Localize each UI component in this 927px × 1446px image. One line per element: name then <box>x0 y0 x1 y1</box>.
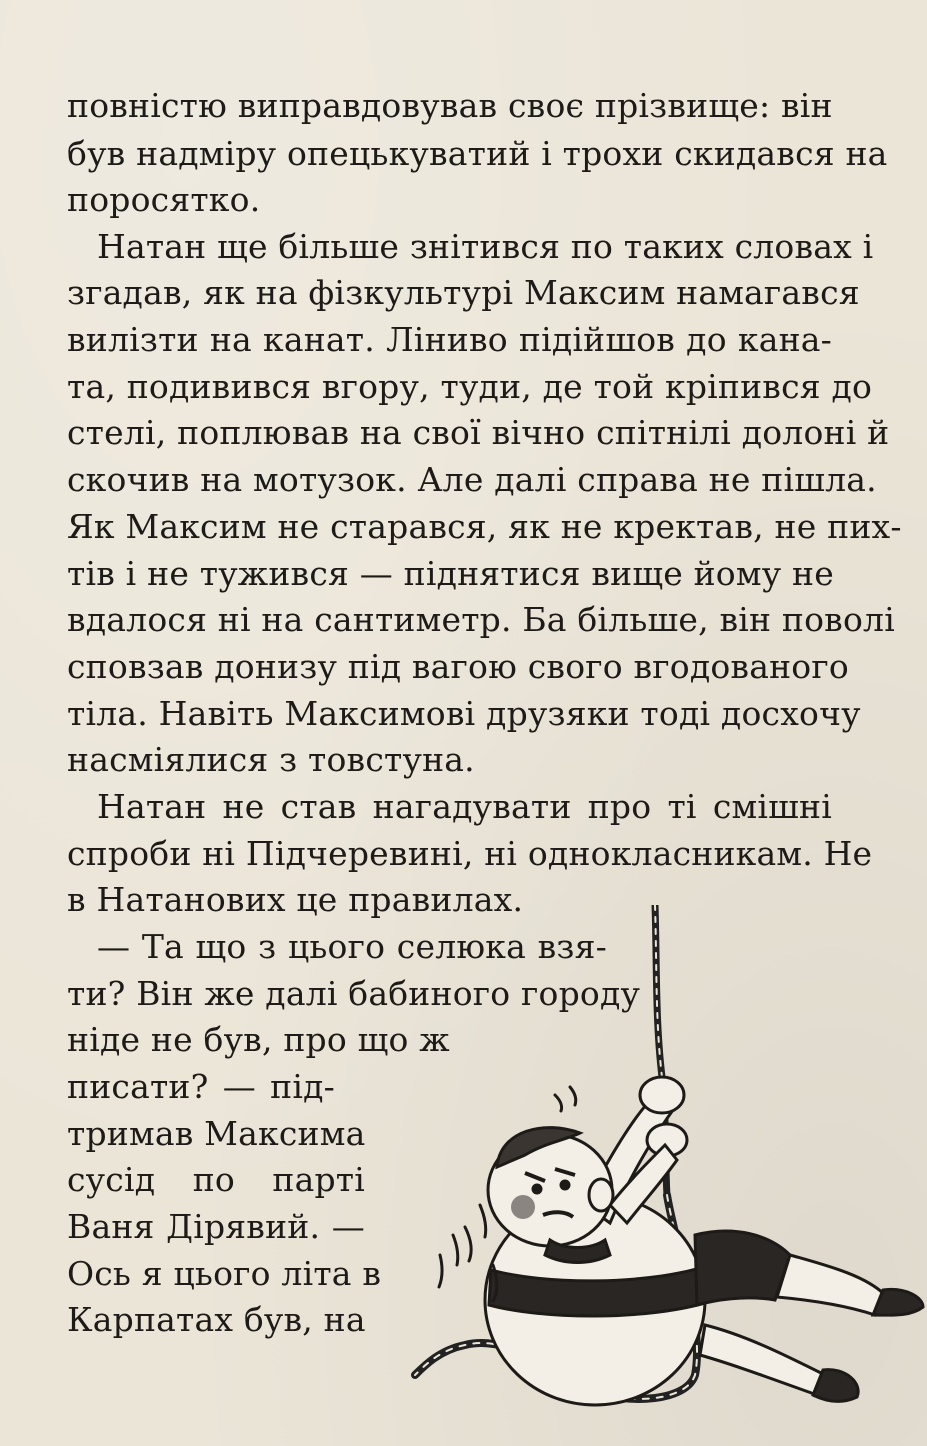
text-line: тів і не тужився — піднятися вище йому не <box>67 554 834 593</box>
text-line: вдалося ні на сантиметр. Ба більше, він поволі <box>67 600 895 639</box>
text-line: тіла. Навіть Максимові друзяки тоді досхочу <box>67 694 861 733</box>
text-line: Натан не став нагадувати про ті смішні <box>97 787 832 826</box>
boy-figure <box>485 1077 923 1405</box>
text-line: спроби ні Підчеревині, ні однокласникам. Не <box>67 834 873 873</box>
text-line: був надміру опецькуватий і трохи скидався на <box>67 134 888 173</box>
text-line: ніде не був, про що ж <box>67 1020 450 1059</box>
text-line: повністю виправдовував своє прізвище: він <box>67 86 833 125</box>
text-line: Ваня Дірявий. — <box>67 1207 365 1246</box>
text-line: — Та що з цього селюка взя- <box>97 927 607 966</box>
text-line: Як Максим не старався, як не кректав, не пих- <box>67 507 902 546</box>
text-line: тримав Максима <box>67 1114 366 1153</box>
boy-on-rope-illustration <box>405 905 927 1446</box>
text-line: Ось я цього літа в <box>67 1254 382 1293</box>
text-line: Натан ще більше знітився по таких словах і <box>97 227 874 266</box>
text-line: ти? Він же далі бабиного городу <box>67 974 641 1013</box>
text-line: поросятко. <box>67 180 261 219</box>
text-line: сповзав донизу під вагою свого вгодованого <box>67 647 849 686</box>
text-line: та, подивився вгору, туди, де той кріпився до <box>67 367 873 406</box>
text-line: скочив на мотузок. Але далі справа не пішла. <box>67 460 877 499</box>
text-line: згадав, як на фізкультурі Максим намагався <box>67 273 860 312</box>
text-line: писати? — під- <box>67 1067 335 1106</box>
text-line: стелі, поплював на свої вічно спітнілі долоні й <box>67 413 890 452</box>
text-line: вилізти на канат. Ліниво підійшов до кана- <box>67 320 832 359</box>
text-line: Карпатах був, на <box>67 1300 366 1339</box>
text-line: в Натанових це правилах. <box>67 880 524 919</box>
text-line: насміялися з товстуна. <box>67 740 475 779</box>
text-line: сусід по парті <box>67 1160 365 1199</box>
